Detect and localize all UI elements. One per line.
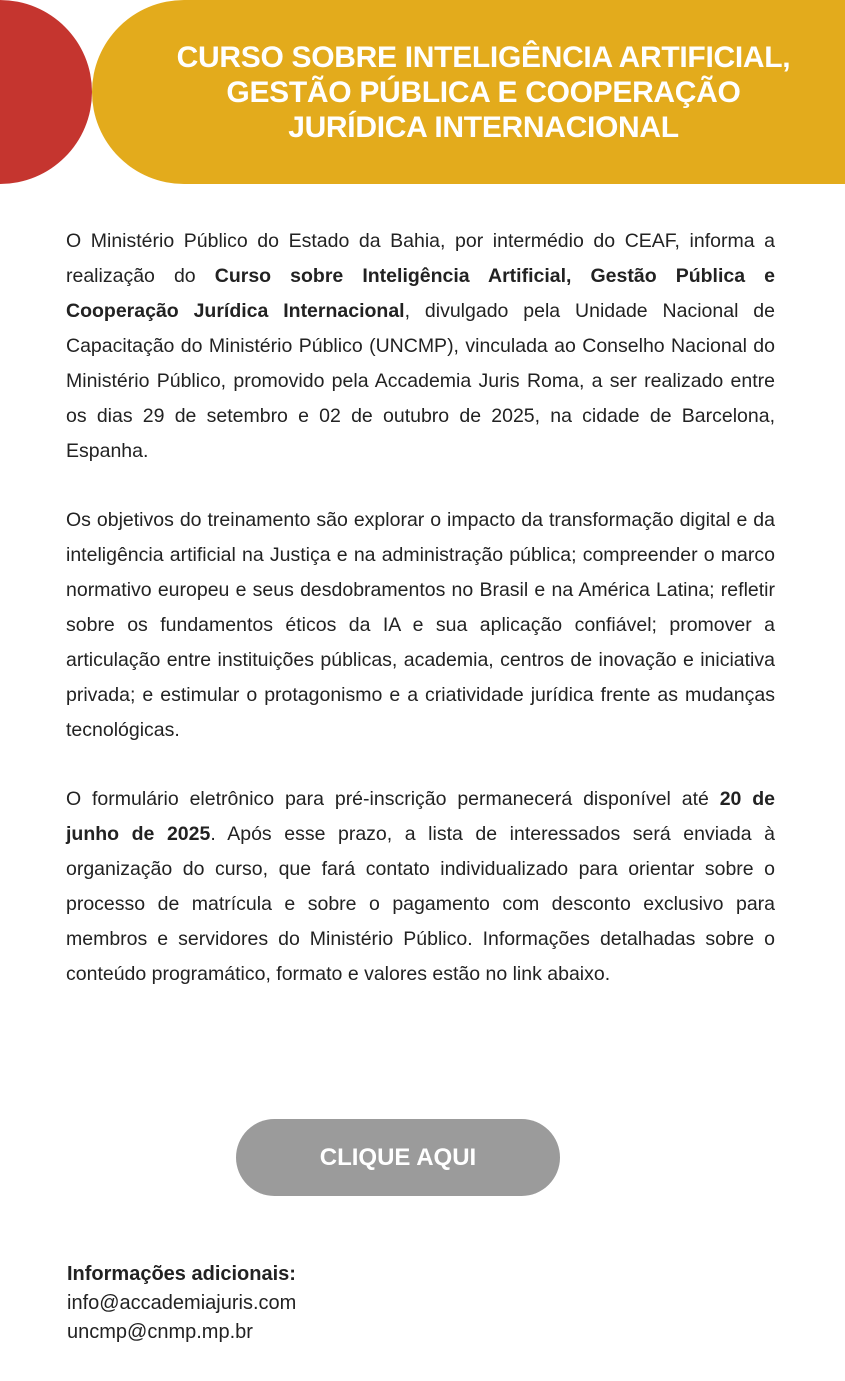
- email-link-accademia[interactable]: info@accademiajuris.com: [67, 1292, 297, 1314]
- title-line: JURÍDICA INTERNACIONAL: [288, 111, 679, 144]
- click-here-button[interactable]: CLIQUE AQUI: [236, 1119, 560, 1196]
- paragraph-objectives: [66, 503, 775, 748]
- additional-info: [67, 1260, 296, 1347]
- text-segment: O formulário eletrônico para pré-inscrição permanecerá disponível até: [66, 788, 720, 810]
- paragraph-registration: [66, 782, 775, 992]
- course-name-bold: Curso sobre Inteligência Artificial, Gestão Pública e Cooperação Jurídica Internacional: [66, 265, 775, 322]
- text-segment: Os objetivos do treinamento são explorar o impacto da transformação digital e da inteligência artificial na Justiça e na administração pública; compreender o marco normativo europeu e seus desdobramentos no Brasil e na América Latina; refletir sobre os fundamentos éticos da IA e sua aplicação confiável; promover a articulação entre instituições públicas, academia, centros de inovação e iniciativa privada; e estimular o protagonismo e a criatividade jurídica frente as mudanças tecnológicas.: [66, 509, 775, 741]
- title-line: CURSO SOBRE INTELIGÊNCIA ARTIFICIAL,: [176, 41, 791, 74]
- title-banner: [92, 0, 845, 184]
- body-content: [66, 224, 775, 1026]
- deadline-bold: 20 de junho de 2025: [66, 788, 775, 845]
- text-segment: O Ministério Público do Estado da Bahia, por intermédio do CEAF, informa a realização do: [66, 230, 775, 287]
- title-line: GESTÃO PÚBLICA E COOPERAÇÃO: [226, 76, 741, 109]
- text-segment: . Após esse prazo, a lista de interessados será enviada à organização do curso, que fará contato individualizado para orientar sobre o processo de matrícula e sobre o pagamento com desconto exclusivo para membros e servidores do Ministério Público. Informações detalhadas sobre o conteúdo programático, formato e valores estão no link abaixo.: [66, 823, 775, 985]
- text-segment: , divulgado pela Unidade Nacional de Capacitação do Ministério Público (UNCMP), vinculada ao Conselho Nacional do Ministério Público, promovido pela Accademia Juris Roma, a ser realizado entre os dias 29 de setembro e 02 de outubro de 2025, na cidade de Barcelona, Espanha.: [66, 300, 775, 462]
- paragraph-intro: [66, 224, 775, 469]
- page-title: [122, 40, 845, 145]
- additional-info-label: Informações adicionais:: [67, 1263, 296, 1285]
- email-link-uncmp[interactable]: uncmp@cnmp.mp.br: [67, 1321, 253, 1343]
- decorative-red-circle: [0, 0, 92, 184]
